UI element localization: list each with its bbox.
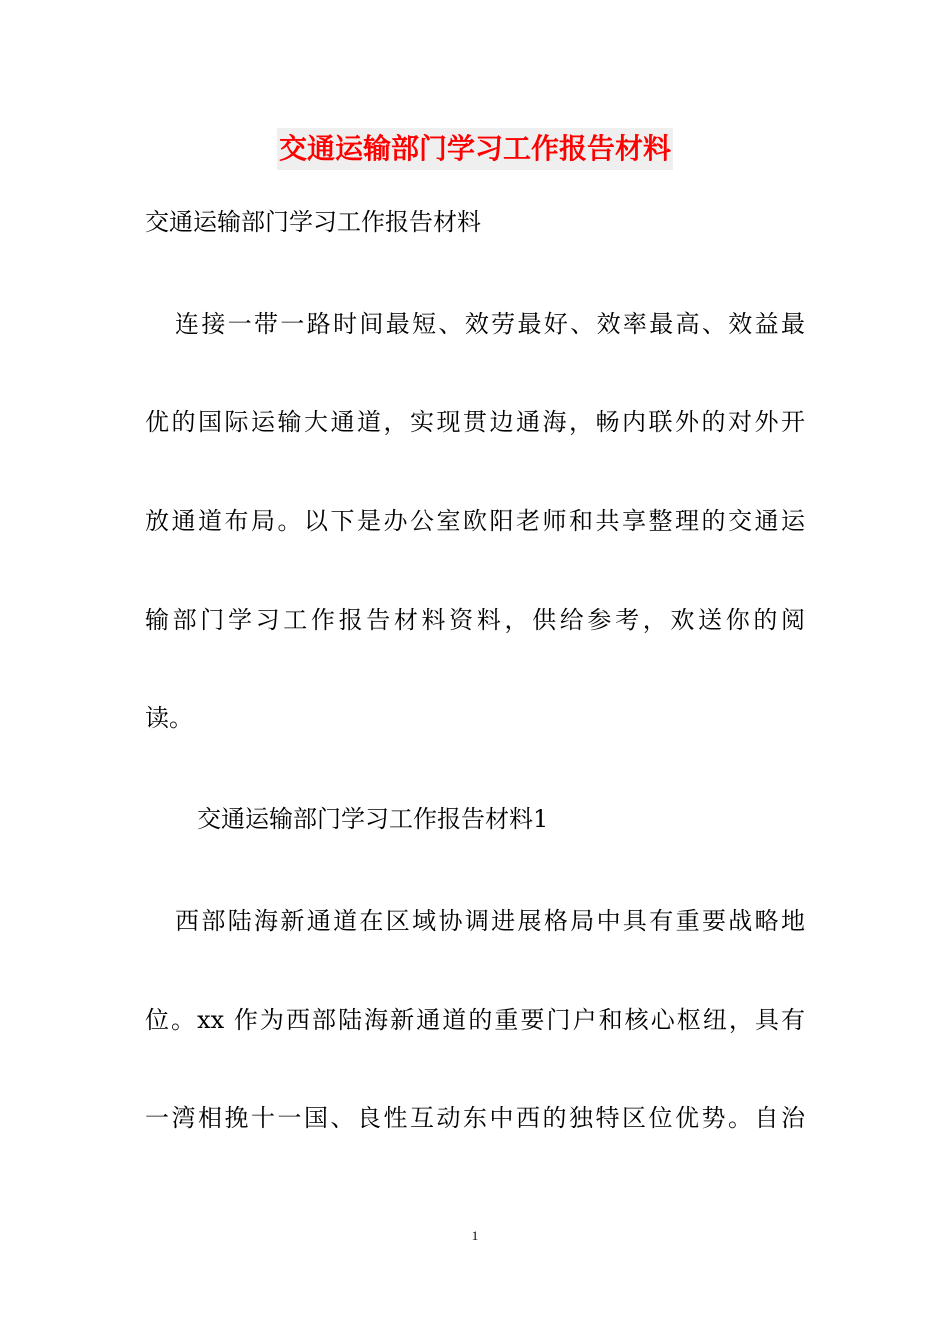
intro-line-4: 输部门学习工作报告材料资料，供给参考，欢送你的阅 bbox=[145, 606, 805, 634]
body-line-3: 一湾相挽十一国、良性互动东中西的独特区位优势。自治 bbox=[145, 1104, 805, 1132]
page-number: 1 bbox=[471, 1228, 479, 1243]
document-title-wrap bbox=[0, 128, 950, 170]
intro-line-1: 连接一带一路时间最短、效劳最好、效率最高、效益最 bbox=[175, 310, 805, 338]
document-subtitle: 交通运输部门学习工作报告材料 bbox=[145, 208, 481, 236]
section-heading: 交通运输部门学习工作报告材料1 bbox=[197, 805, 549, 833]
intro-line-3: 放通道布局。以下是办公室欧阳老师和共享整理的交通运 bbox=[145, 507, 805, 535]
document-title: 交通运输部门学习工作报告材料 bbox=[277, 128, 673, 170]
intro-line-2: 优的国际运输大通道，实现贯边通海，畅内联外的对外开 bbox=[145, 408, 805, 436]
body-line-2: 位。xx 作为西部陆海新通道的重要门户和核心枢纽，具有 bbox=[145, 1006, 805, 1034]
body-line-1: 西部陆海新通道在区域协调进展格局中具有重要战略地 bbox=[175, 907, 805, 935]
intro-line-5: 读。 bbox=[145, 704, 193, 732]
